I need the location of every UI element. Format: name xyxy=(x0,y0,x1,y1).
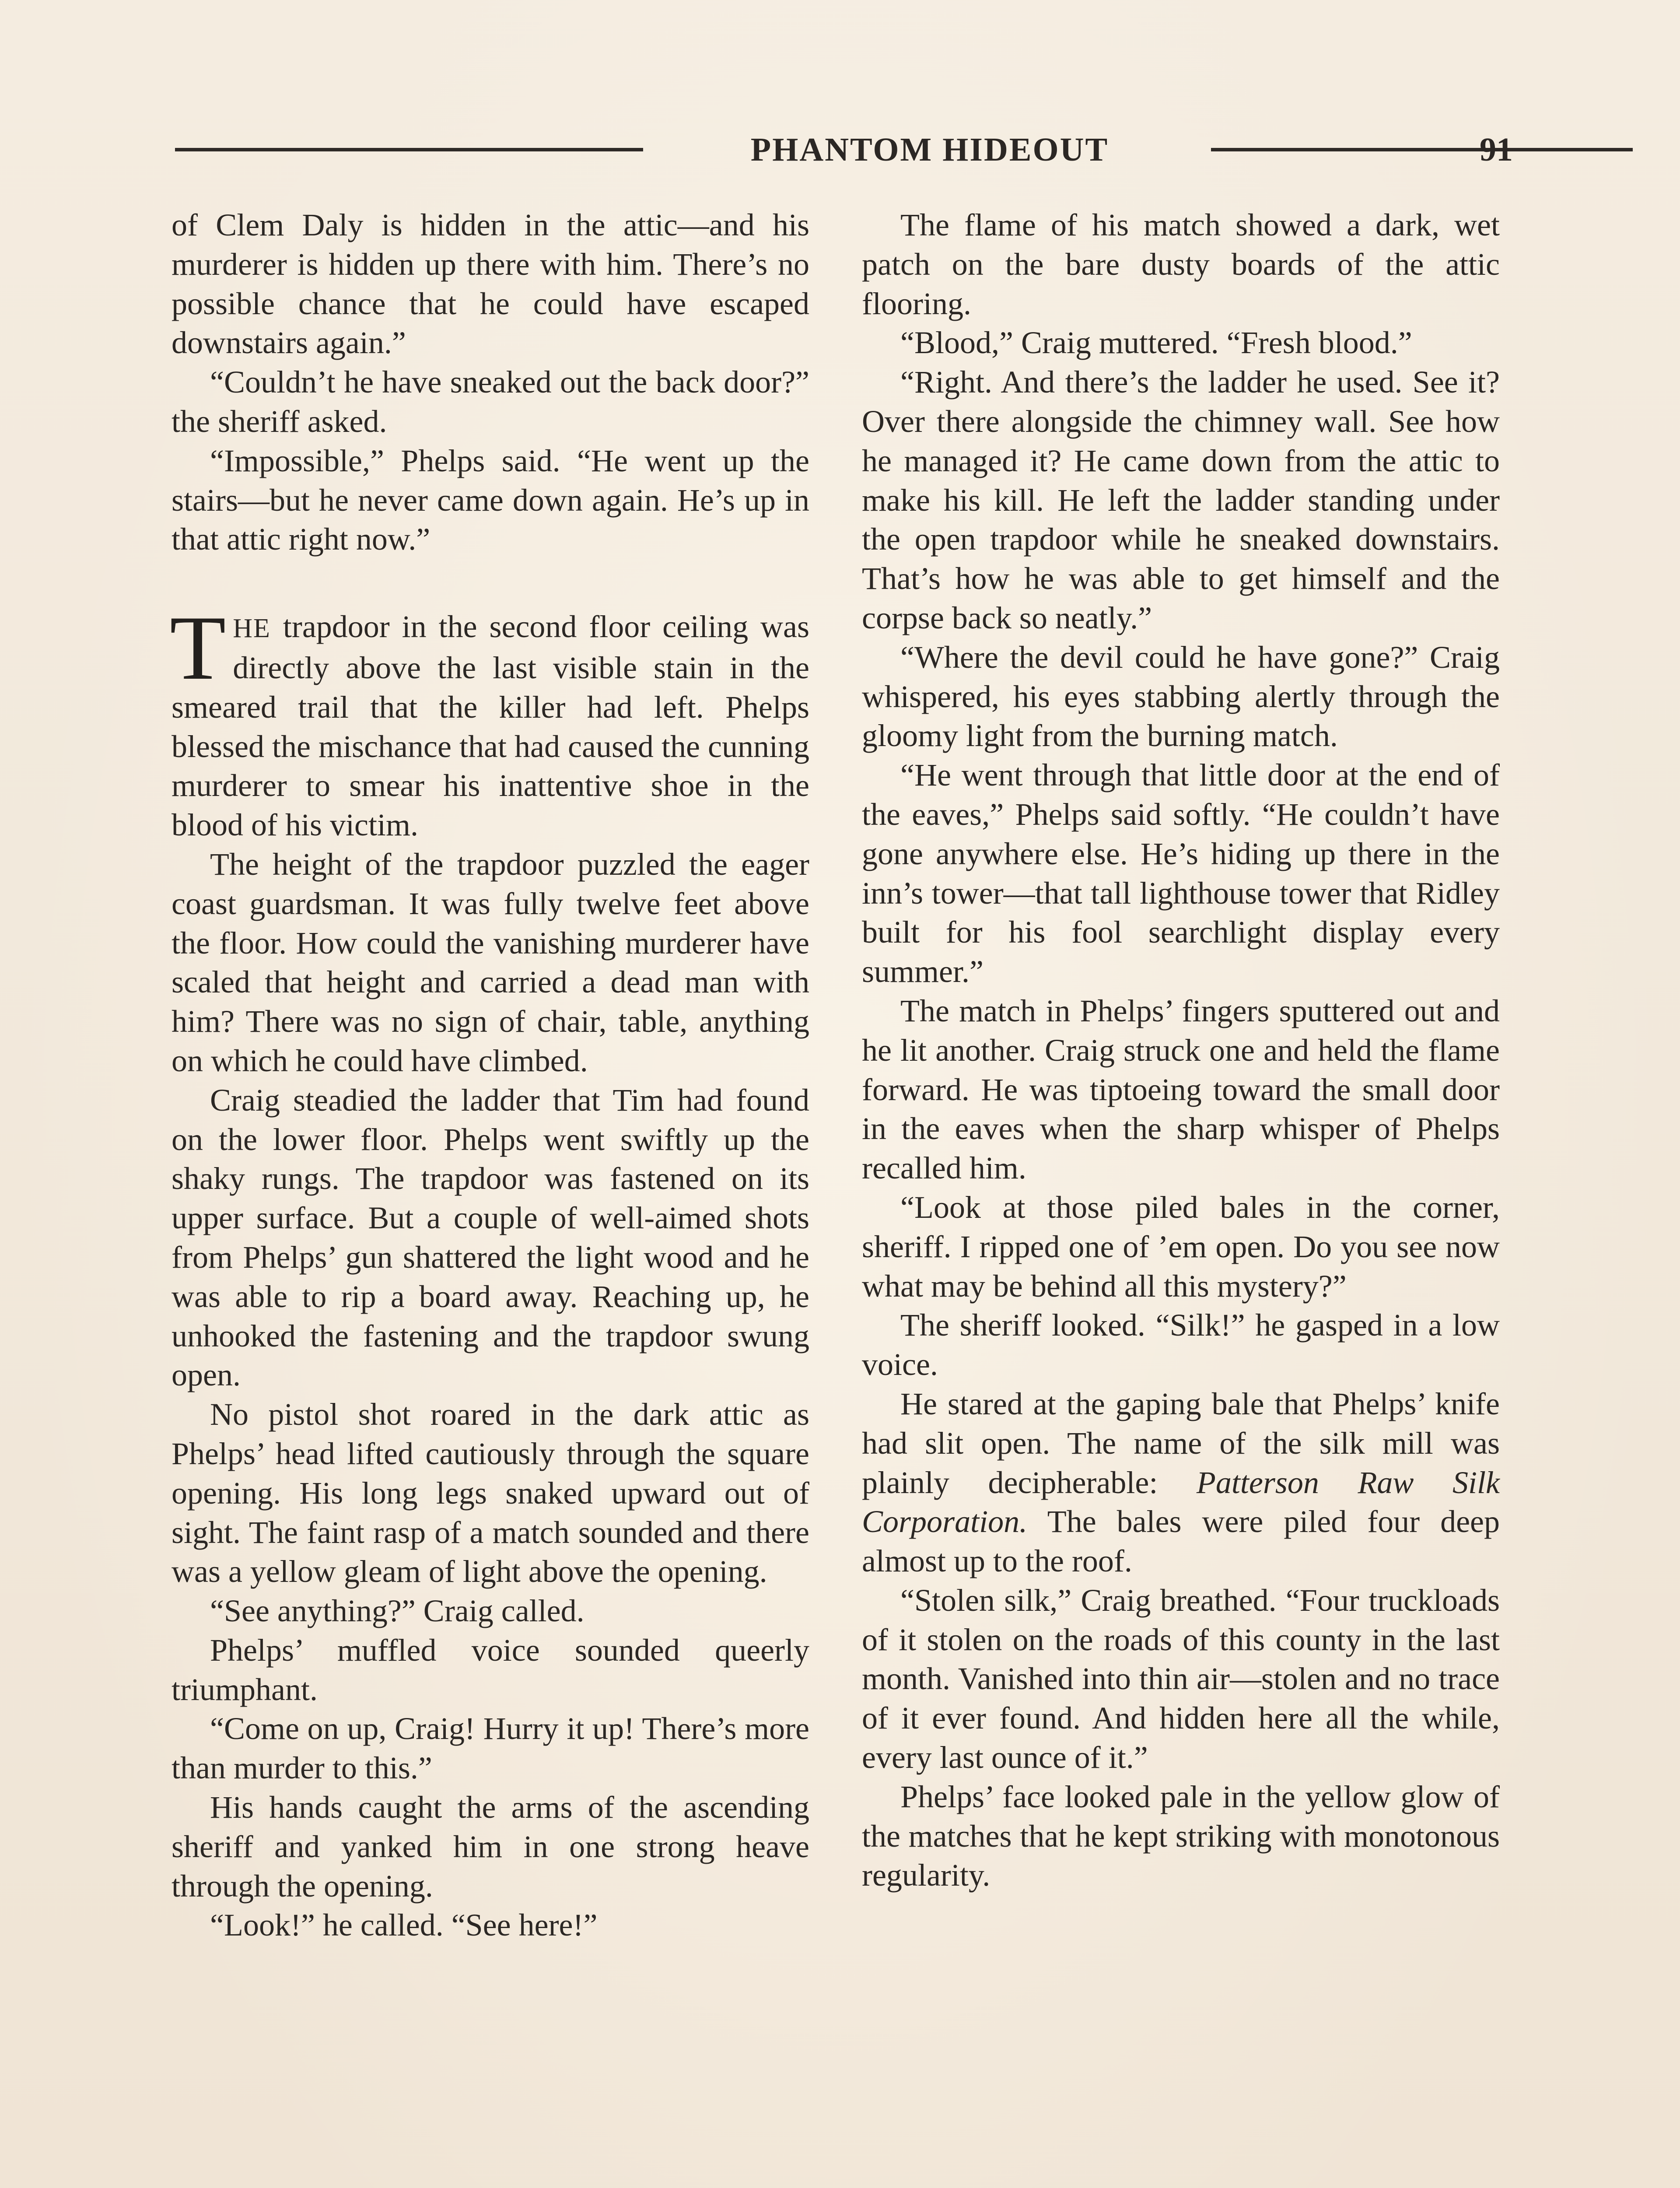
paragraph: His hands caught the arms of the ascending sheriff and yanked him in one strong heave through the opening. xyxy=(172,1790,809,1904)
small-caps-lead: HE xyxy=(233,614,271,644)
header-rule-right xyxy=(1211,148,1633,151)
paragraph: “Stolen silk,” Craig breathed. “Four truckloads of it stolen on the roads of this county in the last month. Vanished into thin air—stolen and no trace of it ever found. And hidden here all the while, every last ounce of it.” xyxy=(862,1582,1500,1775)
paragraph: “See anything?” Craig called. xyxy=(210,1593,584,1629)
paragraph: Craig steadied the ladder that Tim had found on the lower floor. Phelps went swiftly up the shaky rungs. The trapdoor was fastened on its upper surface. But a couple of well-aimed shots from Phelps’ gun shattered the light wood and he was able to rip a board away. Reaching up, he unhooked the fastening and the trapdoor swung open. xyxy=(172,1082,809,1393)
paragraph: “Right. And there’s the ladder he used. See it? Over there alongside the chimney wall. See how he managed it? He came down from the attic to make his kill. He left the ladder standing under the open trapdoor while he sneaked downstairs. That’s how he was able to get himself and the corpse back so neatly.” xyxy=(862,365,1500,635)
paragraph: “Blood,” Craig muttered. “Fresh blood.” xyxy=(900,325,1412,361)
paragraph: “He went through that little door at the end of the eaves,” Phelps said softly. “He couldn’t have gone anywhere else. He’s hiding up there in the inn’s tower—that tall lighthouse tower that Ridley built for his fool searchlight display every summer.” xyxy=(862,757,1500,989)
running-header xyxy=(175,123,1513,172)
paragraph: No pistol shot roared in the dark attic as Phelps’ head lifted cautiously through the square opening. His long legs snaked upward out of sight. The faint rasp of a match sounded and there was a yellow gleam of light above the opening. xyxy=(172,1397,809,1589)
paragraph: “Look at those piled bales in the corner, sheriff. I ripped one of ’em open. Do you see now what may be behind all this mystery?” xyxy=(862,1189,1500,1304)
text-column-left xyxy=(172,206,809,1945)
text-column-right xyxy=(862,206,1500,1895)
paragraph-text: The bales were piled four deep almost up to the roof. xyxy=(862,1504,1500,1579)
paragraph-text: He stared at the gaping bale that Phelps’ knife had slit open. The name of the silk mill was plainly decipherable: xyxy=(862,1386,1500,1500)
paragraph: Phelps’ muffled voice sounded queerly triumphant. xyxy=(172,1632,809,1707)
section-opening-paragraph xyxy=(170,597,809,845)
company-name-italic: Patterson Raw Silk Corporation. xyxy=(862,1465,1500,1539)
paragraph: “Come on up, Craig! Hurry it up! There’s more than murder to this.” xyxy=(172,1711,809,1786)
paragraph: of Clem Daly is hidden in the attic—and his murderer is hidden up there with him. There’s no possible chance that he could have escaped downstairs again.” xyxy=(172,207,809,361)
paragraph: The flame of his match showed a dark, wet patch on the bare dusty boards of the attic flooring. xyxy=(862,207,1500,321)
paragraph: Phelps’ face looked pale in the yellow glow of the matches that he kept striking with monotonous regularity. xyxy=(862,1779,1500,1893)
paragraph xyxy=(862,1385,1500,1581)
drop-cap: T xyxy=(170,597,226,699)
paragraph: The match in Phelps’ fingers sputtered out and he lit another. Craig struck one and held the flame forward. He was tiptoeing toward the small door in the eaves when the sharp whisper of Phelps recalled him. xyxy=(862,993,1500,1186)
paragraph: “Couldn’t he have sneaked out the back door?” the sheriff asked. xyxy=(172,365,809,439)
paragraph: The sheriff looked. “Silk!” he gasped in a low voice. xyxy=(862,1308,1500,1382)
running-title: PHANTOM HIDEOUT xyxy=(750,131,1109,168)
page-number: 91 xyxy=(1480,131,1513,168)
paragraph: “Look!” he called. “See here!” xyxy=(210,1907,598,1943)
paragraph-text: trapdoor in the second floor ceiling was directly above the last visible stain in the smeared trail that the killer had left. Phelps blessed the mischance that had caused the cunning murderer to smear his inattentive shoe in the blood of his victim. xyxy=(172,609,809,843)
paragraph: The height of the trapdoor puzzled the eager coast guardsman. It was fully twelve feet above the floor. How could the vanishing murderer have scaled that height and carried a dead man with him? There was no sign of chair, table, anything on which he could have climbed. xyxy=(172,846,809,1078)
paragraph: “Where the devil could he have gone?” Craig whispered, his eyes stabbing alertly through the gloomy light from the burning match. xyxy=(862,639,1500,754)
header-rule-left xyxy=(175,148,643,151)
paragraph: “Impossible,” Phelps said. “He went up the stairs—but he never came down again. He’s up in that attic right now.” xyxy=(172,443,809,557)
